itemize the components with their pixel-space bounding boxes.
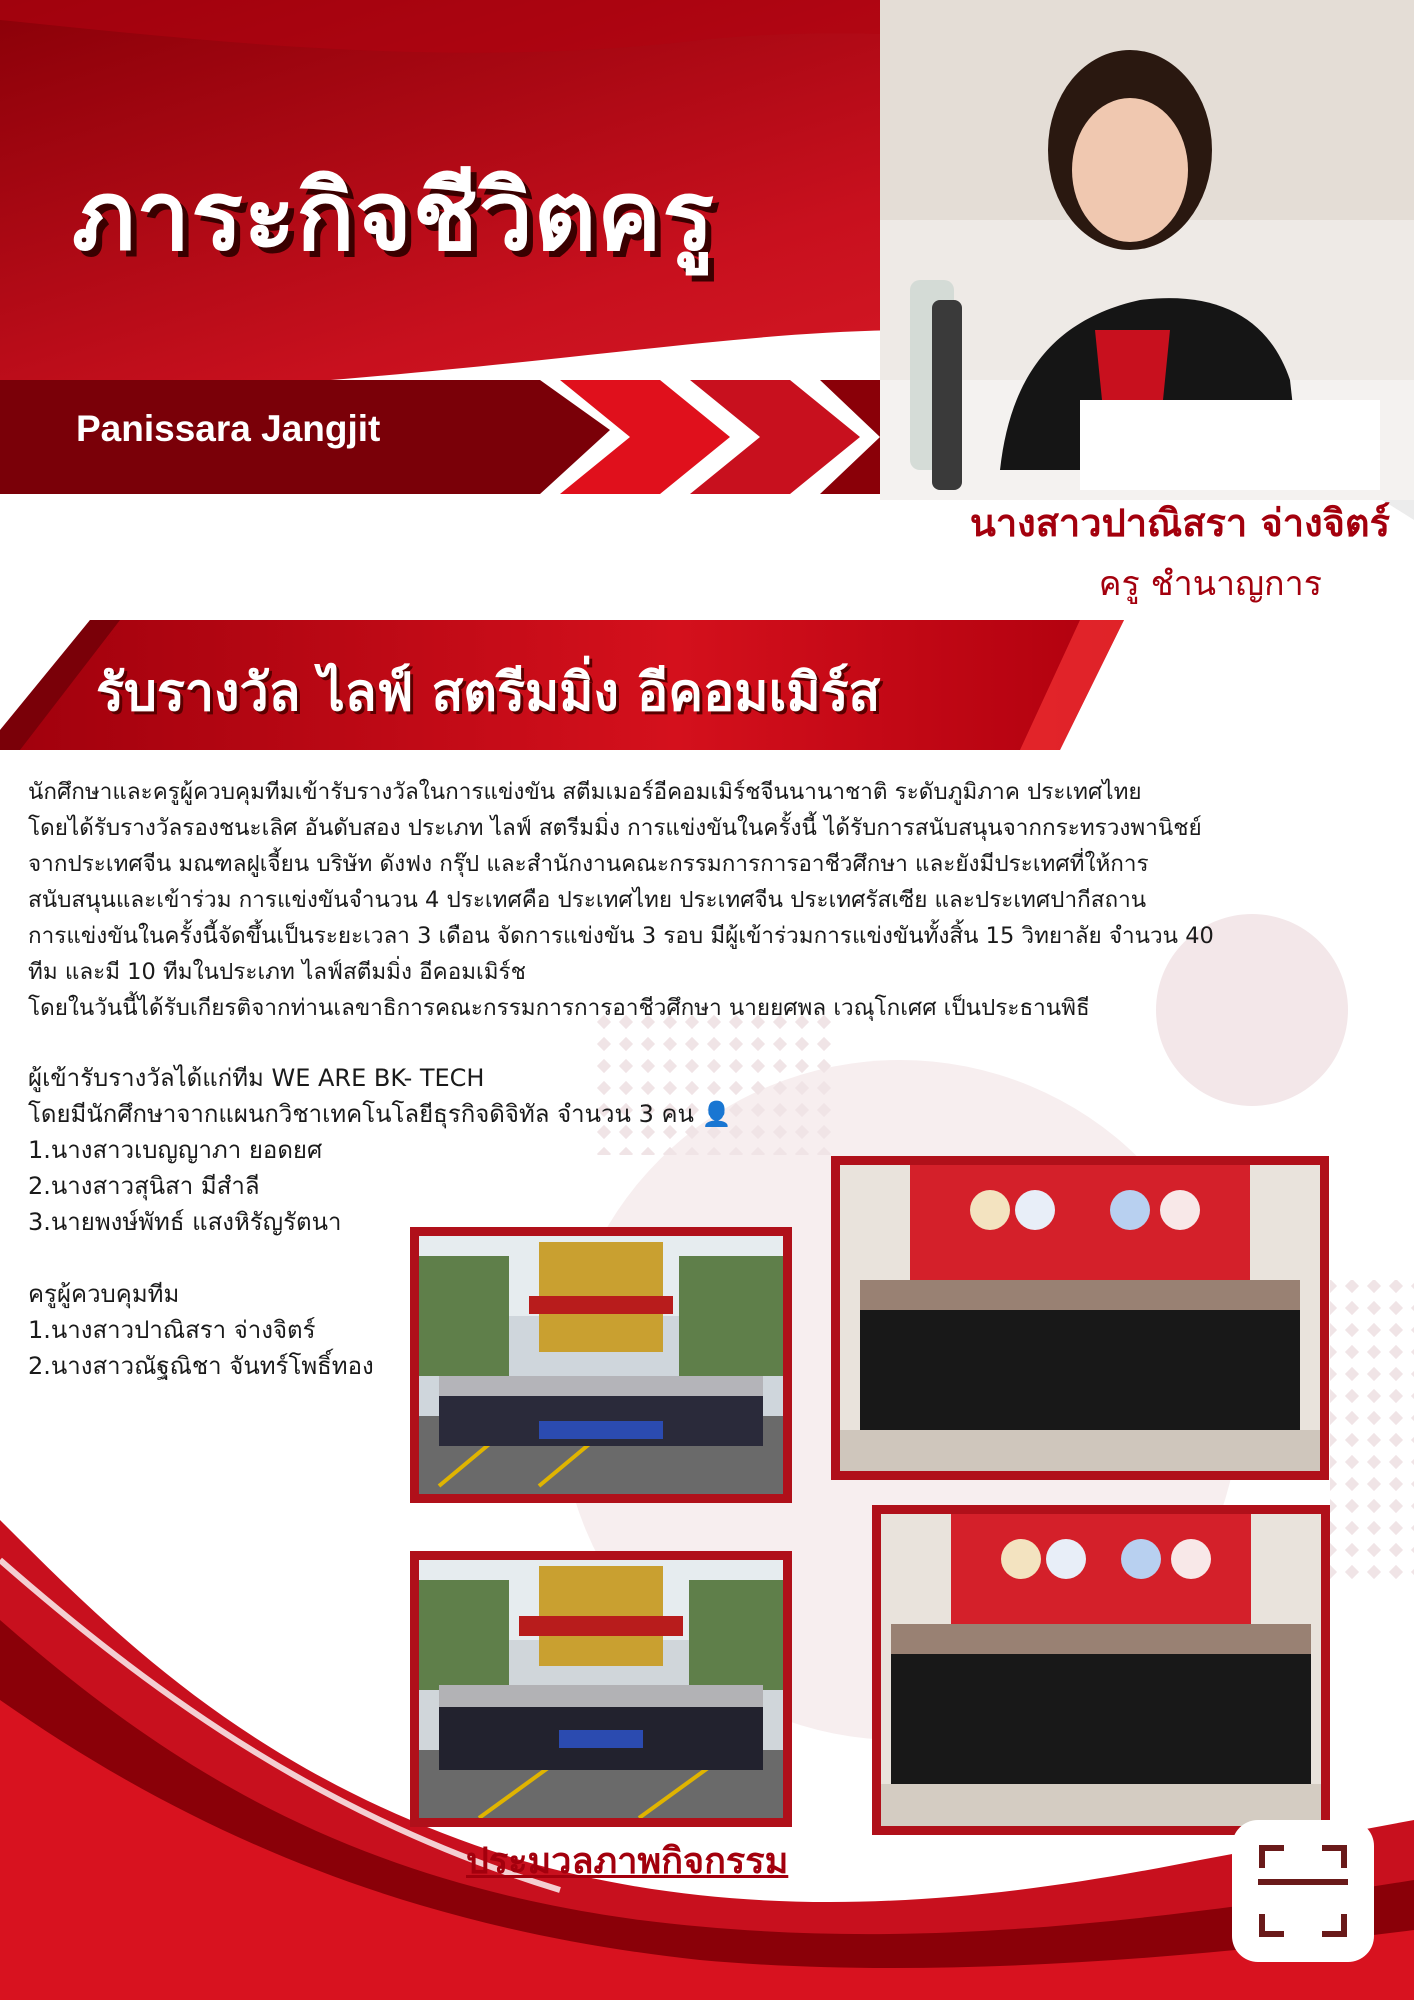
student-item: 3.นายพงษ์พัทธ์ แสงหิรัญรัตนา: [28, 1208, 342, 1236]
winners-intro: ผู้เข้ารับรางวัลได้แก่ทีม WE ARE BK- TECH: [28, 1064, 485, 1092]
teacher-name-thai: นางสาวปาณิสรา จ่างจิตร์: [969, 501, 1390, 545]
gallery-photo-group-outdoor-1: [410, 1227, 792, 1503]
paragraph-line: การแข่งขันในครั้งนี้จัดขึ้นเป็นระยะเวลา 3 เดือน จัดการแข่งขัน 3 รอบ มีผู้เข้าร่วมการแข่งขันทั้งสิ้น 15 วิทยาลัย จำนวน 40: [28, 923, 1214, 949]
gallery-photo-group-stage-2: [872, 1505, 1330, 1835]
teacher-item: 1.นางสาวปาณิสรา จ่างจิตร์: [28, 1316, 316, 1344]
paragraph-line: สนับสนุนและเข้าร่วม การแข่งขันจำนวน 4 ประเทศคือ ประเทศไทย ประเทศจีน ประเทศรัสเซีย และประเทศปากีสถาน: [28, 887, 1147, 913]
paragraph-line: จากประเทศจีน มณฑลฝูเจี้ยน บริษัท ดังฟง กรุ๊ป และสำนักงานคณะกรรมการการอาชีวศึกษา และยังมีประเทศที่ให้การ: [28, 851, 1149, 877]
teacher-item: 2.นางสาวณัฐณิชา จันทร์โพธิ์ทอง: [28, 1352, 374, 1380]
paragraph-line: โดยได้รับรางวัลรองชนะเลิศ อันดับสอง ประเภท ไลฟ์ สตรีมมิ่ง การแข่งขันในครั้งนี้ ได้รับการสนับสนุนจากกระทรวงพานิชย์: [28, 815, 1202, 841]
paragraph-line: นักศึกษาและครูผู้ควบคุมทีมเข้ารับรางวัลในการแข่งขัน สตีมเมอร์อีคอมเมิร์ชจีนนานาชาติ ระดับภูมิภาค ประเทศไทย: [28, 779, 1142, 805]
paragraph-line: ทีม และมี 10 ทีมในประเภท ไลฟ์สตีมมิ่ง อีคอมเมิร์ช: [28, 959, 526, 985]
student-item: 2.นางสาวสุนิสา มีสำลี: [28, 1172, 260, 1200]
paragraph-line: โดยในวันนี้ได้รับเกียรติจากท่านเลขาธิการคณะกรรมการการอาชีวศึกษา นายยศพล เวณุโกเศศ เป็นประธานพิธี: [28, 995, 1090, 1021]
teacher-position: ครู ชำนาญการ: [1098, 564, 1322, 604]
teachers-intro: ครูผู้ควบคุมทีม: [28, 1280, 180, 1308]
gallery-photo-group-stage-1: [831, 1156, 1329, 1480]
body-paragraph: [28, 774, 1350, 1026]
teacher-photo: [880, 0, 1414, 500]
gallery-label: ประมวลภาพกิจกรรม: [466, 1841, 789, 1882]
award-title: รับรางวัล ไลฟ์ สตรีมมิ่ง อีคอมเมิร์ส: [96, 663, 881, 723]
page-title: ภาระกิจชีวิตครู: [72, 160, 715, 272]
student-item: 1.นางสาวเบญญาภา ยอดยศ: [28, 1136, 323, 1164]
scan-frame-icon: [1232, 1820, 1374, 1962]
gallery-photo-group-outdoor-2: [410, 1551, 792, 1827]
students-intro: โดยมีนักศึกษาจากแผนกวิชาเทคโนโลยีธุรกิจดิจิทัล จำนวน 3 คน 👤: [28, 1100, 732, 1128]
teacher-name-english: Panissara Jangjit: [76, 408, 381, 449]
